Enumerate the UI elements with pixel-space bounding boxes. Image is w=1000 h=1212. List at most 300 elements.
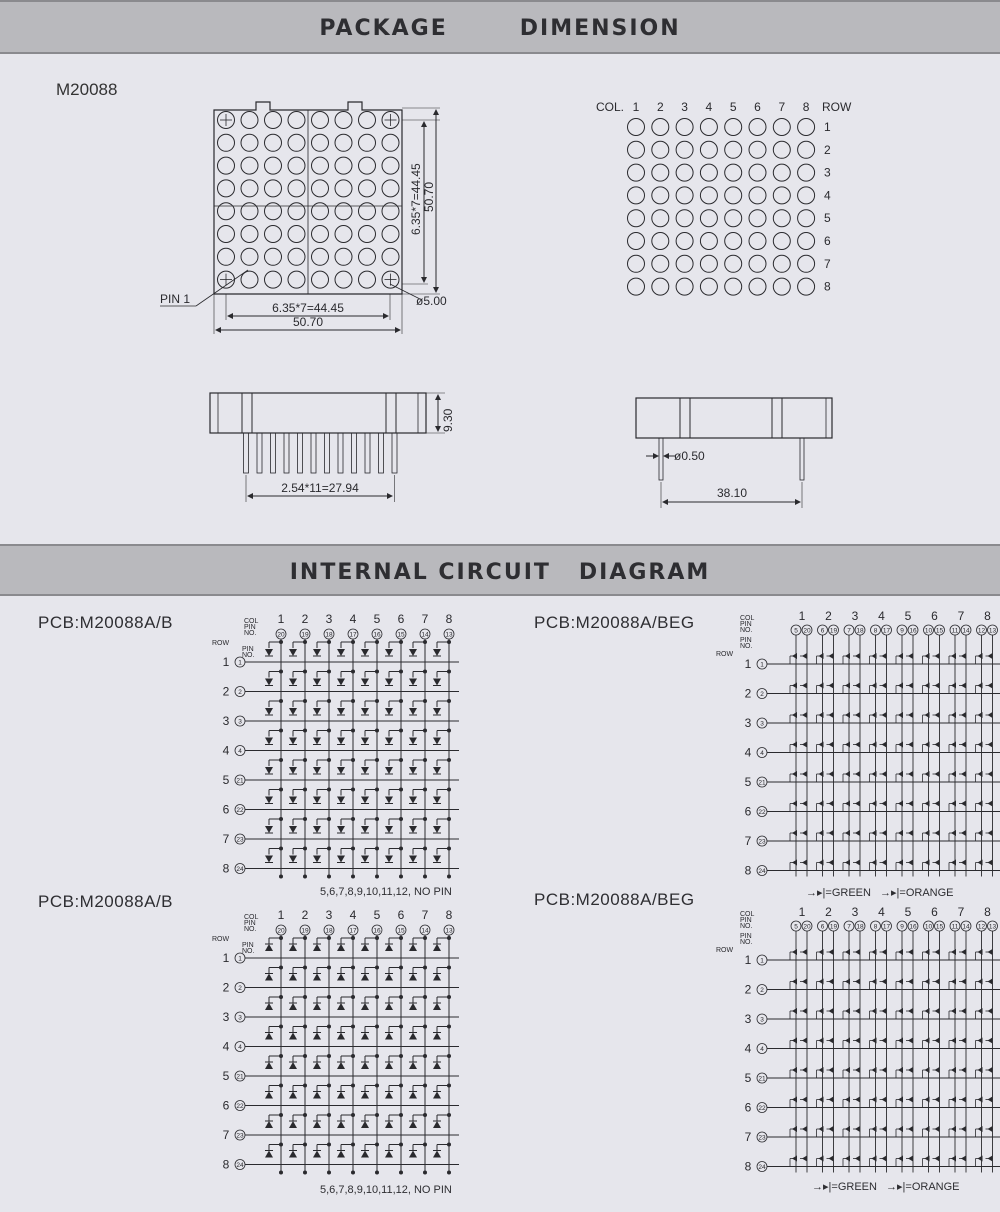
led-diode-icon [313,738,321,745]
side-height-label: 9.30 [441,408,455,432]
led-dot [312,112,329,129]
col-number: 6 [397,908,405,922]
grid-dot [749,164,766,181]
col-number: 5 [904,905,912,919]
grid-dot [798,233,815,250]
led-dot [312,180,329,197]
led-diode-icon [433,856,441,863]
led-diode-icon [337,856,345,863]
col-number: 8 [445,612,453,626]
led-diode-icon [337,1151,345,1158]
col-bus-end [303,1171,307,1175]
col-number: 6 [397,612,405,626]
row-number: 2 [824,142,831,157]
grid-dot [798,119,815,136]
pin-tag: PIN [740,917,752,924]
row-number: 5 [222,1069,230,1083]
led-diode-icon [385,767,393,774]
row-number: 7 [744,834,752,848]
grid-dot [725,233,742,250]
grid-dot [652,255,669,272]
led-diode-icon [265,797,273,804]
led-diode-icon [289,1151,297,1158]
led-diode-icon [289,1062,297,1069]
grid-dot [725,187,742,204]
row-tag: ROW [716,947,734,954]
led-dot [241,226,258,243]
row-pin-number: 1 [760,957,764,965]
grid-dot [628,255,645,272]
led-dot [335,203,352,220]
row-number: 4 [744,745,752,760]
col-pin-number: 14 [421,631,429,639]
row-number: 3 [222,1010,230,1024]
col-number: 8 [802,100,810,114]
col-bus-end [399,1171,403,1175]
row-number: 5 [744,1071,752,1085]
led-dot [218,157,235,174]
grid-dot [725,255,742,272]
grid-dot [676,278,693,295]
led-dot [288,134,305,151]
grid-dot [725,119,742,136]
col-number: 2 [825,905,832,919]
led-dot [335,271,352,288]
row-number: 3 [222,714,230,728]
led-dot [312,226,329,243]
led-diode-icon [337,767,345,774]
led-diode-icon [265,767,273,774]
led-dot [265,203,282,220]
led-diode-icon [361,1121,369,1128]
grid-dot [700,141,717,158]
led-diode-icon [265,1092,273,1099]
row-number: 1 [744,953,752,967]
led-dot [312,203,329,220]
side-view-drawing [210,393,455,502]
side-pin [365,433,370,473]
led-diode-icon [289,679,297,686]
led-diode-icon [361,649,369,656]
circuit-label-top-left: PCB:M20088A/B [38,613,174,632]
led-diode-icon [361,1151,369,1158]
grid-dot [700,187,717,204]
grid-dot [749,210,766,227]
led-diode-icon [385,649,393,656]
led-dot [241,112,258,129]
led-dot [218,248,235,265]
col-number: 7 [421,612,429,626]
col-tag: COL [244,914,259,921]
col-number: 1 [277,612,285,626]
side-pin [379,433,384,473]
row-number: 1 [222,951,230,965]
led-diode-icon [433,1121,441,1128]
no-pin-note-top: 5,6,7,8,9,10,11,12, NO PIN [320,886,452,898]
grid-dot [798,210,815,227]
col-tag: COL [740,911,755,918]
row-number: 4 [824,188,831,203]
end-view-drawing [636,398,832,508]
col-pin-green-number: 12 [977,923,986,931]
row-pin-number: 1 [760,661,764,669]
led-diode-icon [409,1151,417,1158]
led-diode-icon [337,1092,345,1099]
led-diode-icon [385,856,393,863]
col-pin-green-number: 5 [794,923,798,931]
side-pin [284,433,289,473]
col-bus-end [375,1171,379,1175]
row-no-tag: NO. [242,948,255,955]
col-pin-green-number: 7 [847,627,851,635]
col-pin-orange-number: 16 [909,923,917,931]
grid-dot [773,141,790,158]
green-led-symbol-icon: →▸| [806,887,826,899]
no-tag: NO. [740,627,753,634]
col-pin-green-number: 9 [900,627,904,635]
led-dot [359,271,376,288]
grid-dot [798,164,815,181]
no-tag: NO. [244,630,257,637]
circuit-label-bottom-right: PCB:M20088A/BEG [534,890,695,909]
row-pin-number: 1 [238,955,242,963]
col-number: 7 [421,908,429,922]
row-pin-tag: PIN [740,933,752,940]
col-pin-green-number: 7 [847,923,851,931]
led-diode-icon [289,649,297,656]
led-diode-icon [313,1121,321,1128]
row-pin-number: 21 [758,1075,766,1083]
col-number: 3 [325,908,333,922]
led-diode-icon [265,708,273,715]
led-diode-icon [361,708,369,715]
col-pin-orange-number: 20 [803,923,811,931]
led-diode-icon [313,1033,321,1040]
grid-dot [798,255,815,272]
row-number: 7 [744,1130,752,1144]
col-number: 2 [301,612,309,626]
led-diode-icon [433,974,441,981]
grid-dot [725,164,742,181]
led-dot [335,180,352,197]
led-dot [335,248,352,265]
col-pin-number: 18 [325,631,333,639]
grid-dot [700,210,717,227]
col-pin-green-number: 10 [924,627,933,635]
grid-dot [749,255,766,272]
col-number: 7 [957,609,965,623]
led-diode-icon [265,826,273,833]
led-diode-icon [433,1092,441,1099]
no-pin-note-bottom: 5,6,7,8,9,10,11,12, NO PIN [320,1184,452,1196]
row-pin-number: 23 [236,836,244,844]
col-number: 1 [277,908,285,922]
grid-dot [700,119,717,136]
col-pin-orange-number: 18 [856,627,864,635]
grid-dot [749,278,766,295]
row-number: 4 [222,743,230,758]
led-diode-icon [289,767,297,774]
row-number: 8 [222,861,230,876]
led-dot [382,180,399,197]
dot-diameter-label: ø5.00 [416,294,447,308]
row-number: 5 [222,773,230,787]
row-pin-number: 21 [758,779,766,787]
col-pin-number: 17 [349,631,357,639]
led-diode-icon [361,767,369,774]
col-pin-number: 13 [445,631,453,639]
col-pin-orange-number: 17 [882,627,891,635]
col-number: 6 [754,100,761,114]
end-body [636,398,832,438]
led-diode-icon [409,974,417,981]
led-diode-icon [289,1033,297,1040]
led-diode-icon [265,1151,273,1158]
led-diode-icon [409,1033,417,1040]
led-diode-icon [313,1062,321,1069]
col-pin-green-number: 8 [873,627,878,635]
led-diode-icon [313,797,321,804]
row-pin-tag: PIN [740,637,752,644]
led-diode-icon [337,708,345,715]
row-pin-number: 22 [758,809,766,816]
grid-dot [676,210,693,227]
led-diode-icon [313,974,321,981]
grid-dot [628,187,645,204]
row-number: 1 [824,120,831,134]
row-pin-number: 21 [236,1073,244,1081]
grid-dot [749,233,766,250]
led-dot [218,203,235,220]
row-pin-number: 23 [758,838,766,846]
grid-dot [628,233,645,250]
col-pin-orange-number: 15 [935,923,944,931]
pin1-label: PIN 1 [160,292,191,306]
led-diode-icon [385,1151,393,1158]
grid-dot [628,210,645,227]
led-dot [312,157,329,174]
col-number: 5 [904,609,912,623]
grid-dot [725,278,742,295]
side-pin [352,433,357,473]
row-pin-number: 1 [238,659,242,667]
row-pin-number: 2 [238,985,242,992]
side-pin [244,433,249,473]
legend-green-text: =GREEN [825,887,871,899]
grid-dot [676,187,693,204]
led-diode-icon [433,1003,441,1010]
row-pin-number: 24 [236,1162,244,1169]
led-diode-icon [433,708,441,715]
row-number: 4 [744,1041,752,1056]
col-number: 4 [349,908,357,922]
header-word-internal-circuit: INTERNAL CIRCUIT [289,560,551,585]
led-diode-icon [385,797,393,804]
row-number: 6 [824,234,831,248]
side-pin [392,433,397,473]
led-diode-icon [361,826,369,833]
side-pin [257,433,262,473]
circuit-diagrams [212,609,1000,1175]
led-diode-icon [433,1062,441,1069]
col-bus-end [279,1171,283,1175]
col-pin-number: 14 [421,927,429,935]
side-pin [325,433,330,473]
col-pin-orange-number: 20 [803,627,811,635]
led-diode-icon [409,1062,417,1069]
led-dot [382,134,399,151]
col-pin-orange-number: 19 [829,923,838,931]
led-dot [288,271,305,288]
side-pin [311,433,316,473]
led-diode-icon [385,826,393,833]
led-diode-icon [385,708,393,715]
row-pin-number: 3 [238,1014,242,1022]
row-pin-number: 24 [236,866,244,873]
row-no-tag: NO. [242,652,255,659]
row-pin-tag: PIN [242,942,254,949]
grid-dot [676,141,693,158]
row-no-tag: NO. [740,643,753,650]
col-pin-green-number: 6 [820,923,825,931]
led-diode-icon [337,974,345,981]
led-dot [241,271,258,288]
grid-dot [628,141,645,158]
row-number: 2 [744,686,752,701]
led-diode-icon [265,944,273,951]
col-bus-end [303,875,307,879]
led-diode-icon [313,1092,321,1099]
row-number: 6 [744,804,752,819]
grid-dot [749,141,766,158]
grid-dot [700,233,717,250]
col-pin-green-number: 6 [820,627,825,635]
led-diode-icon [289,1121,297,1128]
grid-dot [700,164,717,181]
grid-dot [652,119,669,136]
end-tab-right [772,398,782,438]
led-diode-icon [361,1062,369,1069]
col-pin-orange-number: 13 [988,627,997,635]
led-dot [241,157,258,174]
col-number: 6 [931,609,938,623]
col-number: 8 [984,905,991,919]
col-bus-end [327,875,331,879]
led-dot [359,203,376,220]
col-bus-end [351,1171,355,1175]
grid-dot [798,278,815,295]
led-diode-icon [409,826,417,833]
led-diode-icon [289,738,297,745]
row-number: 8 [222,1157,230,1172]
col-pin-orange-number: 17 [882,923,891,931]
dim-height-vertical: 50.70 [422,181,436,212]
col-pin-number: 13 [445,927,453,935]
row-pin-number: 3 [238,718,242,726]
col-number: 1 [632,100,640,114]
led-diode-icon [361,974,369,981]
row-pin-number: 3 [760,720,764,728]
led-dot [312,271,329,288]
led-dot [265,134,282,151]
row-number: 8 [824,279,831,294]
row-pin-number: 2 [760,987,764,994]
col-pin-green-number: 10 [924,923,933,931]
row-tag: ROW [716,651,734,658]
col-number: 7 [957,905,965,919]
led-diode-icon [313,767,321,774]
led-diode-icon [289,856,297,863]
led-diode-icon [409,944,417,951]
header-word-dimension: DIMENSION [519,16,681,41]
led-diode-icon [337,1121,345,1128]
led-diode-icon [265,1033,273,1040]
row-number: 5 [744,775,752,789]
circuit-label-top-right: PCB:M20088A/BEG [534,613,695,632]
led-dot [359,157,376,174]
led-diode-icon [361,1092,369,1099]
col-pin-orange-number: 14 [962,923,970,931]
grid-dot [652,278,669,295]
led-dot [312,134,329,151]
col-pin-number: 17 [349,927,357,935]
col-number: 5 [373,908,381,922]
col-pin-green-number: 11 [951,923,959,931]
led-dot [241,203,258,220]
led-dot [359,180,376,197]
grid-dot [725,141,742,158]
led-dot [359,112,376,129]
led-diode-icon [433,767,441,774]
led-diode-icon [433,679,441,686]
led-diode-icon [361,944,369,951]
col-bus-end [423,875,427,879]
row-pin-number: 4 [760,750,764,757]
led-diode-icon [361,856,369,863]
orange-led-symbol-icon: →▸| [880,887,900,899]
led-diode-icon [337,1062,345,1069]
grid-dot [652,210,669,227]
row-pin-number: 22 [236,807,244,814]
no-tag: NO. [244,926,257,933]
col-pin-number: 20 [277,631,285,639]
grid-dot [798,187,815,204]
col-bus-end [423,1171,427,1175]
col-number: 1 [798,609,806,623]
led-dot [359,226,376,243]
led-diode-icon [337,944,345,951]
header-word-diagram: DIAGRAM [578,560,711,585]
col-pin-number: 15 [397,927,405,935]
led-diode-icon [313,1003,321,1010]
grid-dot [749,187,766,204]
grid-dot [676,119,693,136]
col-bus-end [351,875,355,879]
col-pin-green-number: 8 [873,923,878,931]
led-diode-icon [289,708,297,715]
bi-color-circuit [716,609,1000,878]
led-dot [218,180,235,197]
led-diode-icon [313,826,321,833]
end-tab-left [680,398,690,438]
row-number: 7 [824,256,831,271]
led-diode-icon [313,708,321,715]
led-diode-icon [433,738,441,745]
led-dot [265,248,282,265]
side-tab-right [386,393,396,433]
row-pin-number: 24 [758,1164,766,1171]
led-diode-icon [265,649,273,656]
